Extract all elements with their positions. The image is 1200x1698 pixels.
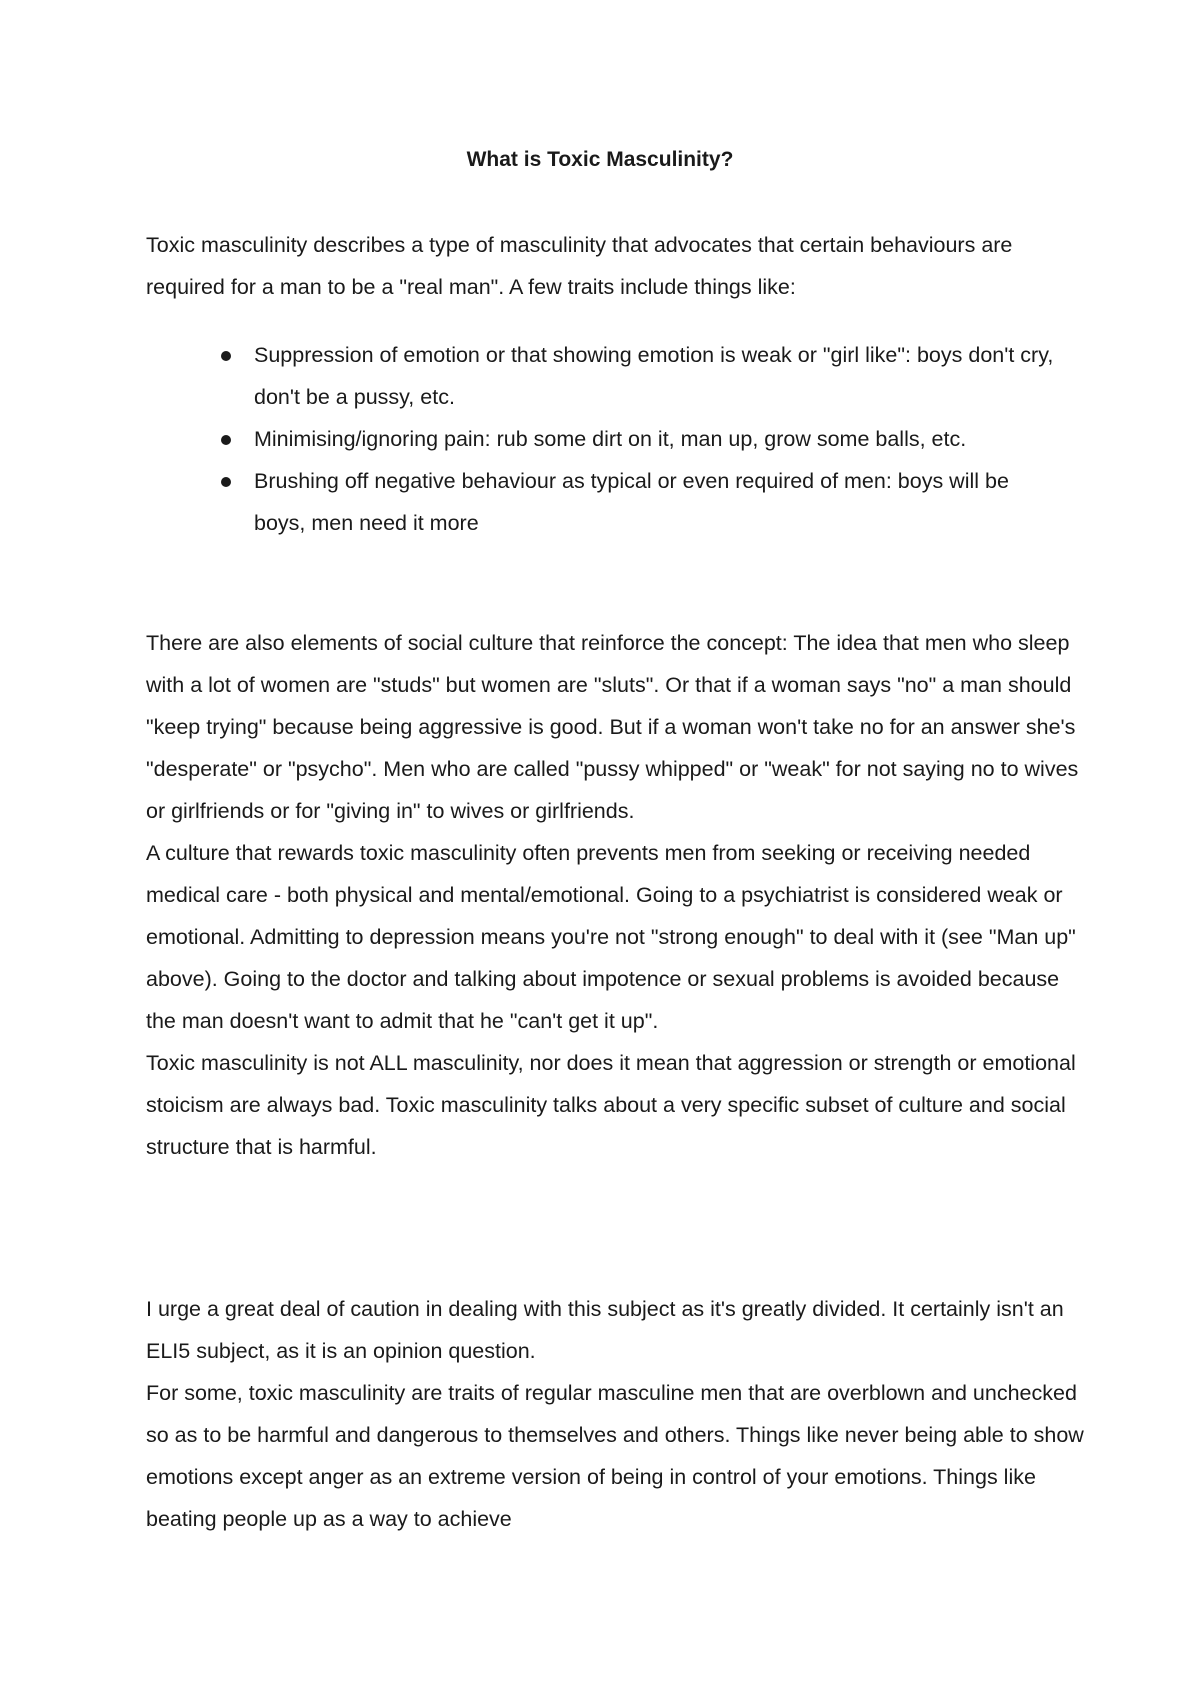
caution-section — [146, 1288, 1086, 1540]
paragraph: A culture that rewards toxic masculinity often prevents men from seeking or receiving needed medical care - both physical and mental/emotional. Going to a psychiatrist is considered weak or emotional. Admitting to depression means you're not "strong enough" to deal with it (see "Man up" above). Going to the doctor and talking about impotence or sexual problems is avoided because the man doesn't want to admit that he "can't get it up". — [146, 841, 1076, 1033]
list-item — [146, 418, 1066, 460]
paragraph: Toxic masculinity is not ALL masculinity, nor does it mean that aggression or strength or emotional stoicism are always bad. Toxic masculinity talks about a very specific subset of culture and social structure that is harmful. — [146, 1051, 1076, 1159]
page-title: What is Toxic Masculinity? — [466, 148, 734, 171]
traits-list — [146, 334, 1066, 544]
bullet-icon — [221, 351, 231, 361]
culture-section — [146, 622, 1086, 1168]
list-item-text: Minimising/ignoring pain: rub some dirt on it, man up, grow some balls, etc. — [254, 427, 967, 451]
paragraph: There are also elements of social culture that reinforce the concept: The idea that men who sleep with a lot of women are "studs" but women are "sluts". Or that if a woman says "no" a man should "keep trying" because being aggressive is good. But if a woman won't take no for an answer she's "desperate" or "psycho". Men who are called "pussy whipped" or "weak" for not saying no to wives or girlfriends or for "giving in" to wives or girlfriends. — [146, 631, 1079, 823]
intro-paragraph: Toxic masculinity describes a type of masculinity that advocates that certain behaviours are required for a man to be a "real man". A few traits include things like: — [146, 233, 1013, 299]
paragraph: For some, toxic masculinity are traits of regular masculine men that are overblown and unchecked so as to be harmful and dangerous to themselves and others. Things like never being able to show emotions except anger as an extreme version of being in control of your emotions. Things like beating people up as a way to achieve — [146, 1381, 1084, 1531]
intro-section — [146, 224, 1086, 308]
list-item-text: Brushing off negative behaviour as typical or even required of men: boys will be boys, men need it more — [254, 469, 1009, 535]
bullet-icon — [221, 477, 231, 487]
list-item-text: Suppression of emotion or that showing emotion is weak or "girl like": boys don't cry, don't be a pussy, etc. — [254, 343, 1054, 409]
paragraph: I urge a great deal of caution in dealing with this subject as it's greatly divided. It certainly isn't an ELI5 subject, as it is an opinion question. — [146, 1297, 1064, 1363]
list-item — [146, 334, 1066, 418]
bullet-icon — [221, 435, 231, 445]
list-item — [146, 460, 1066, 544]
